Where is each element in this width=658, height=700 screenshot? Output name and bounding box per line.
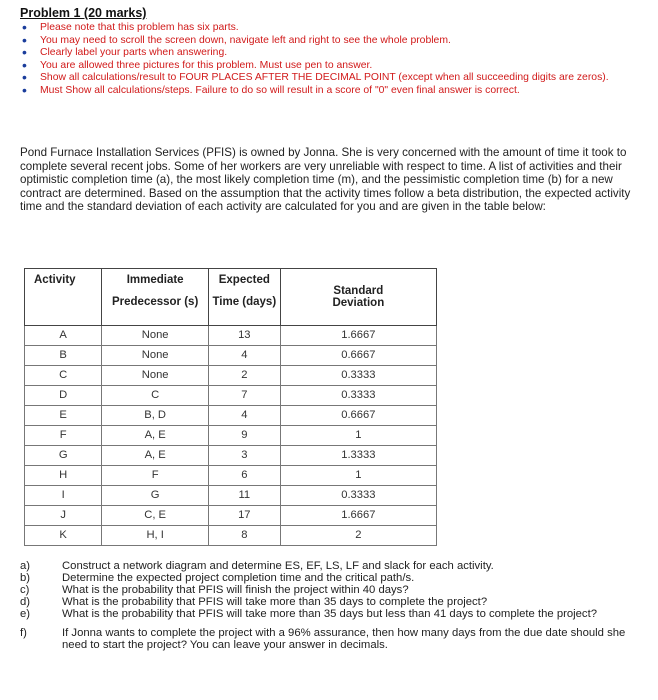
problem-description: Pond Furnace Installation Services (PFIS) is owned by Jonna. She is very concerned with the amount of time it took to complete several recent jobs. Some of her workers are very unreliable with respect to time. A list of activities and their optimistic completion time (a), the most likely completion time (m), and the pessimistic completion time (b) for a new contract are determined. Based on the assumption that the activity times follow a beta distribution, the expected activity time and the standard deviation of each activity are calculated for you and are given in the table below: — [20, 146, 631, 214]
table-row: H F 6 1 — [25, 466, 437, 486]
instruction-item: • You may need to scroll the screen down, navigate left and right to see the whole problem. — [22, 31, 451, 48]
table-header-row — [25, 269, 437, 326]
table-row: D C 7 0.3333 — [25, 386, 437, 406]
table-row: E B, D 4 0.6667 — [25, 406, 437, 426]
table-row: B None 4 0.6667 — [25, 346, 437, 366]
instructions-list — [20, 19, 640, 98]
bullet-icon: • — [22, 31, 27, 48]
bullet-icon: • — [22, 82, 27, 98]
bullet-icon: • — [22, 19, 27, 35]
table-row: F A, E 9 1 — [25, 426, 437, 446]
activity-table — [24, 268, 437, 546]
header-expected-time: Expected Time (days) — [208, 269, 280, 326]
questions-list — [20, 560, 640, 651]
instruction-item: • Clearly label your parts when answering. — [22, 44, 228, 60]
question-c: c) What is the probability that PFIS will finish the project within 40 days? — [20, 584, 409, 596]
instruction-item: • Please note that this problem has six parts. — [22, 19, 239, 35]
table-row: J C, E 17 1.6667 — [25, 506, 437, 526]
bullet-icon: • — [22, 69, 27, 85]
header-activity: Activity — [25, 269, 102, 326]
header-predecessor: Immediate Predecessor (s) — [102, 269, 209, 326]
instruction-item: • You are allowed three pictures for this problem. Must use pen to answer. — [22, 56, 373, 73]
question-f: f) If Jonna wants to complete the project with a 96% assurance, then how many days from the due date should she need to start the project? You can leave your answer in decimals. — [20, 627, 626, 651]
table-row: I G 11 0.3333 — [25, 486, 437, 506]
question-a: a) Construct a network diagram and determine ES, EF, LS, LF and slack for each activity. — [20, 560, 494, 572]
instruction-item: • Show all calculations/result to FOUR PLACES AFTER THE DECIMAL POINT (except when all succeeding digits are zeros). — [22, 69, 609, 85]
instruction-item: • Must Show all calculations/steps. Failure to do so will result in a score of "0" even final answer is correct. — [22, 82, 520, 98]
question-e: e) What is the probability that PFIS will take more than 35 days but less than 41 days to complete the project? — [20, 608, 598, 620]
question-b: b) Determine the expected project completion time and the critical path/s. — [20, 572, 415, 584]
table-row: G A, E 3 1.3333 — [25, 446, 437, 466]
table-row: K H, I 8 2 — [25, 526, 437, 546]
question-d: d) What is the probability that PFIS will take more than 35 days to complete the project? — [20, 596, 488, 608]
table-row: C None 2 0.3333 — [25, 366, 437, 386]
table-row: A None 13 1.6667 — [25, 326, 437, 346]
header-standard-deviation: Standard Deviation — [280, 269, 436, 326]
problem-title: Problem 1 (20 marks) — [20, 6, 147, 20]
bullet-icon: • — [22, 56, 27, 73]
bullet-icon: • — [22, 44, 27, 60]
